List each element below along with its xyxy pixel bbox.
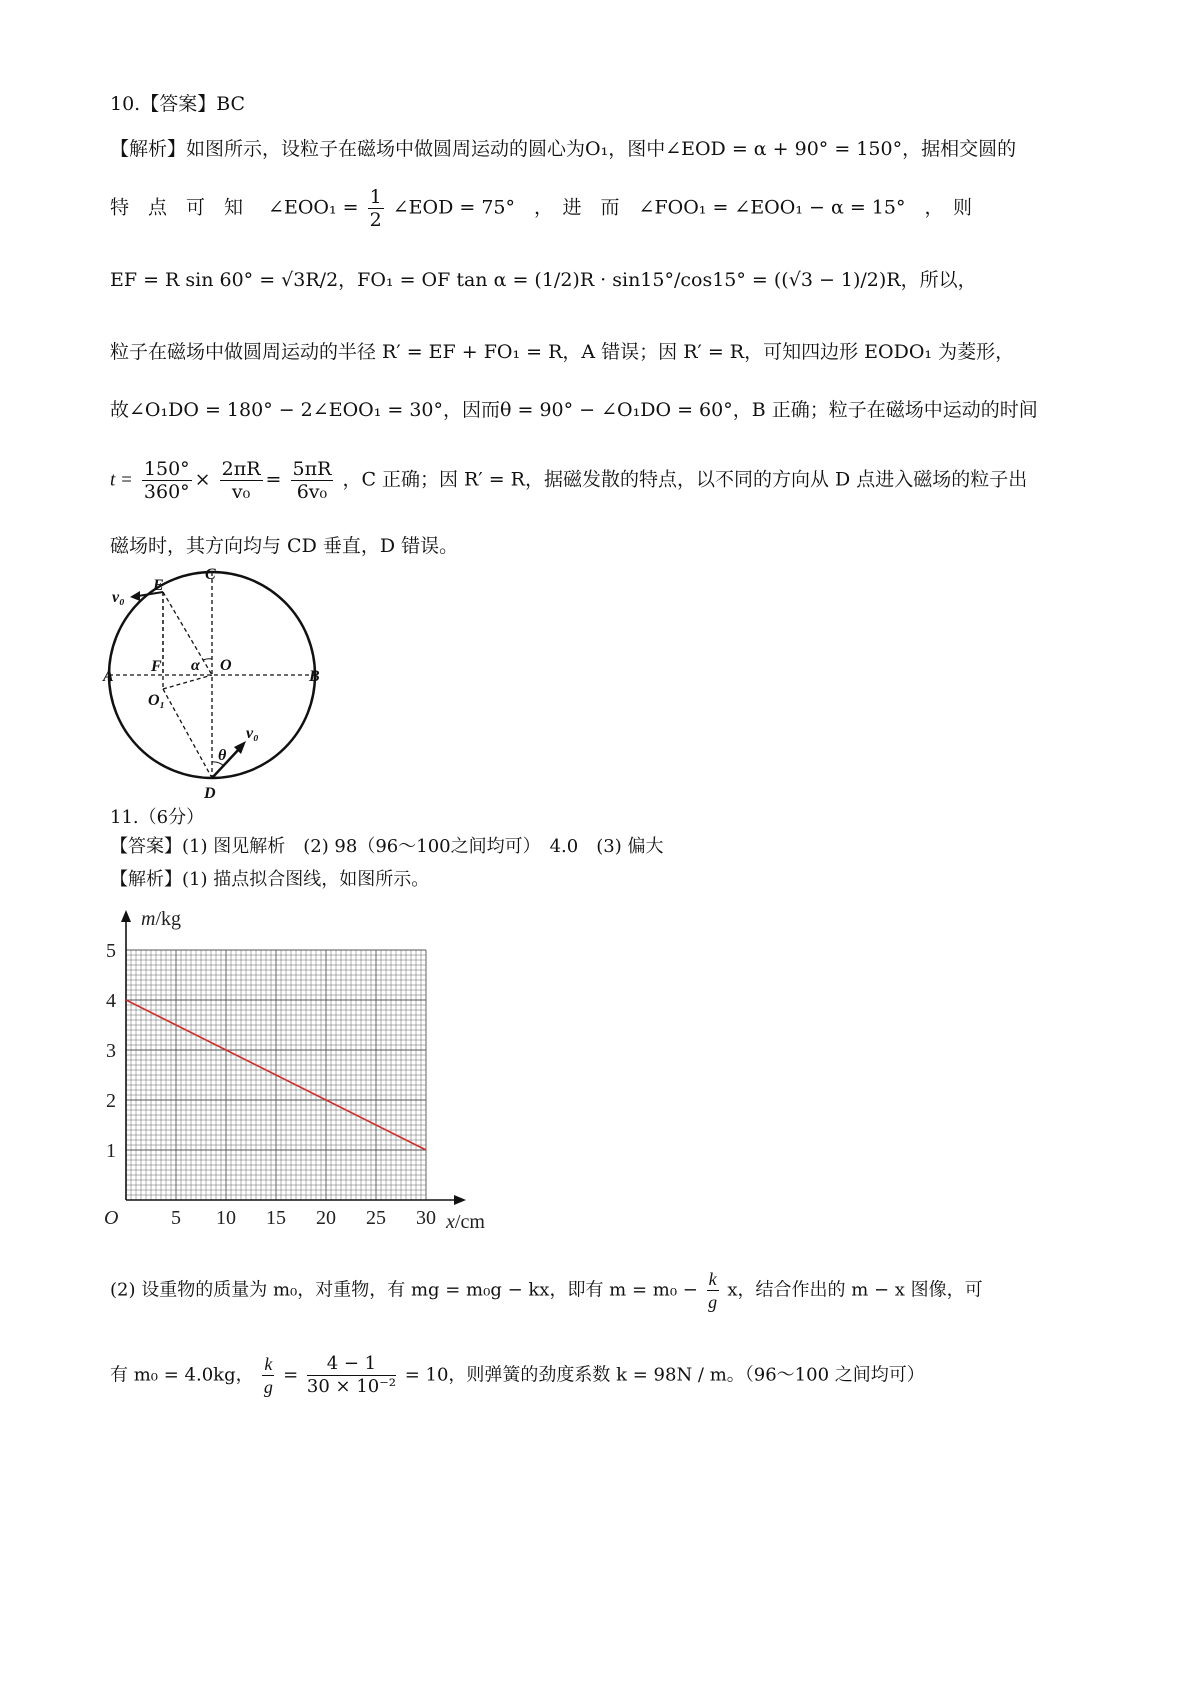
q10-line6-rest: ，C 正确；因 R′ = R，据磁发散的特点，以不同的方向从 D 点进入磁场的粒子出 [342,468,1028,491]
q11-analysis-1: 【解析】(1) 描点拟合图线，如图所示。 [110,869,430,890]
q11-part3-pre: 有 m₀ = 4.0kg， [110,1364,254,1386]
alpha-arc [203,659,212,660]
label-O1: O₁ [148,692,166,709]
x-tick-label: 30 [416,1207,436,1229]
q10-analysis-line-6: t = $\frac{150^\circ}{360^\circ}$ × $\frac{2\pi R}{\text{v₀}}$ = $\frac{5\pi R}{\text{6v₀}}$ ，C 正确；因 R′ = R，据磁发散的特点，以不同的方向从 D 点进入磁场的粒子出 [110,458,1028,503]
x-tick-label: 25 [366,1207,386,1229]
fraction-k-over-g: $\frac{k}{g}$ [708,1269,718,1312]
y-axis-label: m/kg [141,908,182,930]
q11-part3-mid: = [283,1364,299,1386]
q10-line2-part-a: 特 点 可 知 ∠EOO₁ = [110,196,359,219]
circle-diagram [100,562,360,802]
x-tick-label: 15 [266,1207,286,1229]
q11-part3-post: = 10，则弹簧的劲度系数 k = 98N / m。（96～100 之间均可） [404,1364,925,1386]
q10-analysis-line-5: 故∠O₁DO = 180° − 2∠EOO₁ = 30°，因而θ = 90° − ∠O₁DO = 60°，B 正确；粒子在磁场中运动的时间 [110,399,1038,421]
line-O1-D [163,689,212,778]
q11-heading: 11.（6分） [110,807,205,828]
x-tick-label: 20 [316,1207,336,1229]
x-tick-label: 10 [216,1207,236,1229]
origin-label: O [104,1207,119,1229]
y-tick-label: 3 [106,1040,116,1062]
label-alpha: α [191,657,200,674]
label-F: F [151,658,162,675]
y-tick-label: 4 [106,990,116,1012]
q10-line2-part-b: ∠EOD = 75° ， 进 而 ∠FOO₁ = ∠EOO₁ − α = 15° ， 则 [392,196,972,219]
x-tick-label: 5 [171,1207,181,1229]
line-O1-O [163,675,212,689]
q10-analysis-line-7: 磁场时，其方向均与 CD 垂直，D 错误。 [110,535,459,557]
y-tick-label: 1 [106,1140,116,1162]
label-C: C [205,566,216,583]
label-A: A [103,668,114,685]
q10-analysis-line-3: EF = R sin 60° = √3R/2，FO₁ = OF tan α = (1/2)R · sin15°/cos15° = ((√3 − 1)/2)R，所以， [110,269,977,291]
fraction-2piR-v0: $\frac{2\pi R}{\text{v₀}}$ [221,458,261,503]
q11-part-2 [110,1268,983,1313]
velocity-arrowhead-top [130,591,140,601]
q10-analysis-line-4: 粒子在磁场中做圆周运动的半径 R′ = EF + FO₁ = R，A 错误；因 R′ = R，可知四边形 EODO₁ 为菱形， [110,341,1015,363]
q10-heading: 10.【答案】BC [110,93,246,115]
q10-analysis-line-1: 【解析】如图所示，设粒子在磁场中做圆周运动的圆心为O₁，图中∠EOD = α + 90° = 150°，据相交圆的 [110,138,1017,160]
q10-analysis-line-2 [110,186,972,231]
line-EO [163,592,212,675]
label-theta: θ [218,747,227,764]
t-equals: t = [110,469,133,491]
fraction-150-360: $\frac{150^\circ}{360^\circ}$ [143,458,190,503]
x-axis-label: x/cm [446,1211,485,1233]
label-B: B [309,668,320,685]
label-v0-top: v₀ [112,589,125,606]
q11-part2-post: x，结合作出的 m − x 图像，可 [727,1279,983,1301]
y-axis-arrowhead [121,910,131,922]
m-x-chart [95,905,515,1250]
fraction-slope: $\frac{4 - 1}{\text{30 × 10⁻²}}$ [306,1353,396,1397]
y-tick-label: 5 [106,940,116,962]
y-tick-label: 2 [106,1090,116,1112]
fraction-5piR-6v0: $\frac{5\pi R}{\text{6v₀}}$ [292,458,332,503]
label-E: E [153,577,164,594]
q11-part-3 [110,1353,925,1398]
fraction-half: $\frac{1}{2}$ [369,186,382,231]
q11-part2-pre: (2) 设重物的质量为 m₀，对重物，有 mg = m₀g − kx，即有 m = m₀ − [110,1279,698,1301]
q11-answer: 【答案】(1) 图见解析 (2) 98（96～100之间均可） 4.0 (3) 偏大 [110,836,664,857]
label-D: D [204,785,216,802]
label-v0-bottom: v₀ [246,725,259,742]
label-O: O [220,657,232,674]
fraction-k-over-g-2: $\frac{k}{g}$ [263,1354,273,1397]
x-axis-arrowhead [454,1195,466,1205]
